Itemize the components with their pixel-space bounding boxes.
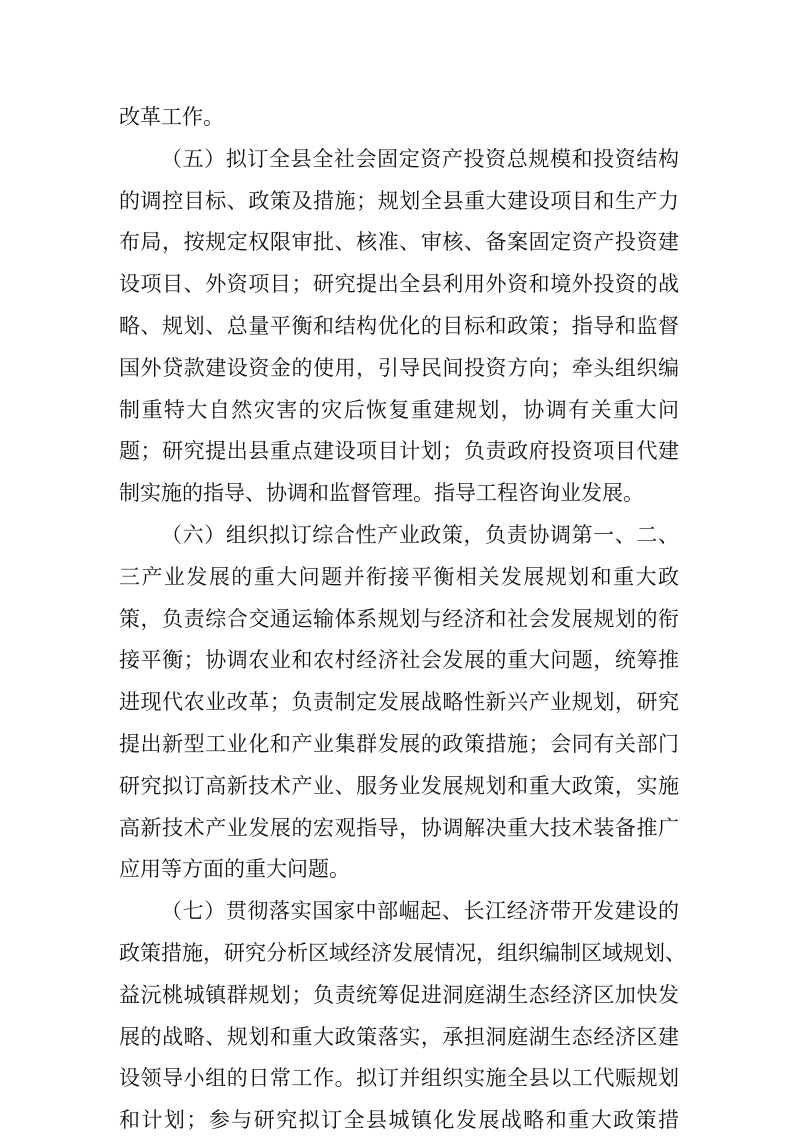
text-line: 政策措施，研究分析区域经济发展情况，组织编制区域规划、: [119, 941, 686, 965]
text-line: 提出新型工业化和产业集群发展的政策措施；会同有关部门: [119, 732, 679, 756]
text-line: 布局，按规定权限审批、核准、审核、备案固定资产投资建: [119, 230, 679, 255]
text-line: 接平衡；协调农业和农村经济社会发展的重大问题，统筹推: [119, 648, 679, 673]
text-line: 应用等方面的重大问题。: [119, 857, 350, 882]
text-line: 制实施的指导、协调和监督管理。指导工程咨询业发展。: [119, 481, 644, 506]
text-line: 益沅桃城镇群规划；负责统筹促进洞庭湖生态经济区加快发: [119, 982, 679, 1007]
text-line: 国外贷款建设资金的使用，引导民间投资方向；牵头组织编: [119, 355, 679, 380]
text-line: 设项目、外资项目；研究提出全县利用外资和境外投资的战: [119, 272, 679, 297]
text-line: 高新技术产业发展的宏观指导，协调解决重大技术装备推广: [119, 815, 679, 840]
text-line: 设领导小组的日常工作。拟订并组织实施全县以工代赈规划: [119, 1066, 679, 1091]
text-line: 研究拟订高新技术产业、服务业发展规划和重大政策，实施: [119, 773, 679, 798]
text-line: 题；研究提出县重点建设项目计划；负责政府投资项目代建: [119, 439, 679, 464]
text-line: 和计划；参与研究拟订全县城镇化发展战略和重大政策措: [119, 1108, 679, 1133]
paragraph-7-heading-line: （七）贯彻落实国家中部崛起、长江经济带开发建设的: [161, 899, 679, 924]
text-line: 展的战略、规划和重大政策落实，承担洞庭湖生态经济区建: [119, 1024, 679, 1049]
text-line: 略、规划、总量平衡和结构优化的目标和政策；指导和监督: [119, 314, 679, 338]
text-line: 三产业发展的重大问题并衔接平衡相关发展规划和重大政: [119, 564, 679, 589]
text-line: 改革工作。: [119, 105, 224, 129]
text-line: 制重特大自然灾害的灾后恢复重建规划，协调有关重大问: [119, 397, 679, 422]
paragraph-6-heading-line: （六）组织拟订综合性产业政策，负责协调第一、二、: [161, 523, 679, 547]
text-line: 的调控目标、政策及措施；规划全县重大建设项目和生产力: [119, 188, 679, 213]
paragraph-5-heading-line: （五）拟订全县全社会固定资产投资总规模和投资结构: [161, 146, 679, 171]
text-line: 进现代农业改革；负责制定发展战略性新兴产业规划，研究: [119, 690, 679, 715]
text-line: 策，负责综合交通运输体系规划与经济和社会发展规划的衔: [119, 606, 679, 631]
